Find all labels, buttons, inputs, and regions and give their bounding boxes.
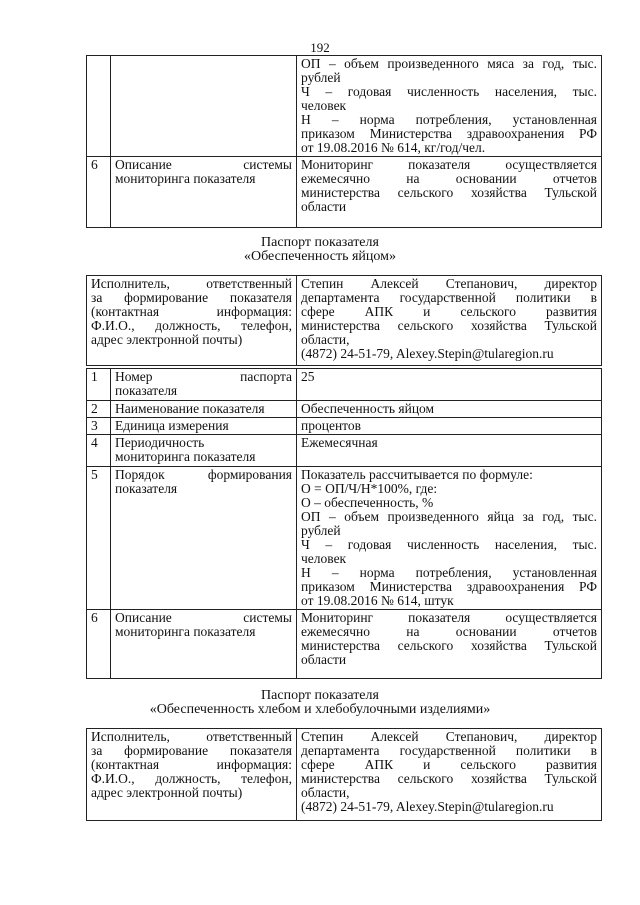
text-line: сфере АПК и сельского развития bbox=[301, 304, 597, 319]
text-line: от 19.08.2016 № 614, кг/год/чел. bbox=[301, 140, 486, 155]
text-line: О – обеспеченность, % bbox=[301, 495, 434, 510]
text-line: ежемесячно на основании отчетов bbox=[301, 624, 597, 639]
text-line: Степин Алексей Степанович, директор bbox=[301, 729, 597, 744]
text-line: Обеспеченность яйцом bbox=[301, 401, 435, 416]
passport-subheading: «Обеспеченность хлебом и хлебобулочными изделиями» bbox=[149, 702, 491, 717]
executor-label-cell bbox=[87, 729, 297, 821]
row-label-cell bbox=[111, 418, 297, 435]
text-line: 25 bbox=[301, 369, 315, 384]
text-line: показателя bbox=[115, 383, 178, 398]
bread-executor-table bbox=[86, 728, 602, 821]
text-line: Наименование показателя bbox=[115, 401, 265, 416]
row-value-cell bbox=[297, 435, 602, 467]
text-line: Ф.И.О., должность, телефон, bbox=[91, 318, 292, 333]
text-line: области bbox=[301, 652, 347, 667]
text-line: области bbox=[301, 199, 347, 214]
text-line: человек bbox=[301, 98, 347, 113]
row-label-cell bbox=[111, 157, 297, 228]
text-line: мониторинга показателя bbox=[115, 624, 256, 639]
row-label-cell bbox=[111, 610, 297, 679]
text-line: министерства сельского хозяйства Тульской bbox=[301, 318, 597, 333]
text-line: (контактная информация: bbox=[91, 757, 292, 772]
text-line: рублей bbox=[301, 70, 341, 85]
text-line: ежемесячно на основании отчетов bbox=[301, 171, 597, 186]
row-label-cell bbox=[111, 369, 297, 401]
row-value-cell bbox=[297, 418, 602, 435]
row-value-cell bbox=[297, 369, 602, 401]
row-num: 6 bbox=[87, 157, 111, 228]
row-num: 6 bbox=[87, 610, 111, 679]
text-line: приказом Министерства здравоохранения РФ bbox=[301, 126, 597, 141]
row-num-cell bbox=[87, 56, 111, 157]
text-line: человек bbox=[301, 551, 347, 566]
executor-label-cell bbox=[87, 276, 297, 366]
row-num: 1 bbox=[87, 369, 111, 401]
row-value-cell bbox=[297, 56, 602, 157]
table-row bbox=[87, 435, 602, 467]
passport-subheading: «Обеспеченность яйцом» bbox=[243, 249, 396, 264]
text-line: Ежемесячная bbox=[301, 435, 378, 450]
row-value-cell bbox=[297, 157, 602, 228]
text-line: Степин Алексей Степанович, директор bbox=[301, 276, 597, 291]
text-line: мониторинга показателя bbox=[115, 449, 256, 464]
text-line: области, bbox=[301, 332, 350, 347]
text-line: ОП – объем произведенного мяса за год, тыс. bbox=[301, 56, 597, 71]
row-label-cell bbox=[111, 435, 297, 467]
text-line: от 19.08.2016 № 614, штук bbox=[301, 593, 454, 608]
row-label-cell bbox=[111, 56, 297, 157]
row-value-cell bbox=[297, 610, 602, 679]
text-line: Мониторинг показателя осуществляется bbox=[301, 610, 597, 625]
table-row bbox=[87, 369, 602, 401]
table-row bbox=[87, 157, 602, 228]
row-label-cell bbox=[111, 467, 297, 610]
text-line: Описание системы bbox=[115, 610, 292, 625]
text-line: рублей bbox=[301, 523, 341, 538]
table-row bbox=[87, 467, 602, 610]
eggs-executor-table bbox=[86, 275, 602, 366]
text-line: Н – норма потребления, установленная bbox=[301, 565, 597, 580]
eggs-passport-table bbox=[86, 368, 602, 679]
text-line: Мониторинг показателя осуществляется bbox=[301, 157, 597, 172]
text-line: Номер паспорта bbox=[115, 369, 292, 384]
text-line: министерства сельского хозяйства Тульской bbox=[301, 771, 597, 786]
table-row bbox=[87, 276, 602, 366]
text-line: Порядок формирования bbox=[115, 467, 292, 482]
text-line: сфере АПК и сельского развития bbox=[301, 757, 597, 772]
top-table bbox=[86, 55, 602, 228]
text-line: О = ОП/Ч/Н*100%, где: bbox=[301, 481, 438, 496]
executor-value-cell bbox=[297, 276, 602, 366]
text-line: Исполнитель, ответственный bbox=[91, 729, 292, 744]
text-line: (4872) 24-51-79, Alexey.Stepin@tularegion.ru bbox=[301, 799, 554, 814]
text-line: Единица измерения bbox=[115, 418, 229, 433]
row-num: 5 bbox=[87, 467, 111, 610]
text-line: департамента государственной политики в bbox=[301, 290, 597, 305]
text-line: адрес электронной почты) bbox=[91, 332, 243, 347]
row-label-cell bbox=[111, 401, 297, 418]
row-num: 3 bbox=[87, 418, 111, 435]
text-line: мониторинга показателя bbox=[115, 171, 256, 186]
text-line: Описание системы bbox=[115, 157, 292, 172]
row-value-cell bbox=[297, 467, 602, 610]
text-line: показателя bbox=[115, 481, 178, 496]
text-line: Ф.И.О., должность, телефон, bbox=[91, 771, 292, 786]
text-line: ОП – объем произведенного яйца за год, тыс. bbox=[301, 509, 597, 524]
passport-heading: Паспорт показателя bbox=[261, 235, 379, 250]
text-line: Ч – годовая численность населения, тыс. bbox=[301, 84, 597, 99]
text-line: за формирование показателя bbox=[91, 743, 292, 758]
table-row bbox=[87, 418, 602, 435]
text-line: департамента государственной политики в bbox=[301, 743, 597, 758]
row-num: 2 bbox=[87, 401, 111, 418]
text-line: процентов bbox=[301, 418, 362, 433]
executor-value-cell bbox=[297, 729, 602, 821]
table-row bbox=[87, 401, 602, 418]
text-line: области, bbox=[301, 785, 350, 800]
table-row bbox=[87, 56, 602, 157]
text-line: за формирование показателя bbox=[91, 290, 292, 305]
table-row bbox=[87, 610, 602, 679]
row-value-cell bbox=[297, 401, 602, 418]
text-line: министерства сельского хозяйства Тульской bbox=[301, 185, 597, 200]
text-line: Показатель рассчитывается по формуле: bbox=[301, 467, 533, 482]
text-line: (контактная информация: bbox=[91, 304, 292, 319]
text-line: Ч – годовая численность населения, тыс. bbox=[301, 537, 597, 552]
text-line: (4872) 24-51-79, Alexey.Stepin@tularegion.ru bbox=[301, 346, 554, 361]
table-row bbox=[87, 729, 602, 821]
text-line: Периодичность bbox=[115, 435, 205, 450]
page-number: 192 bbox=[310, 40, 330, 55]
text-line: министерства сельского хозяйства Тульской bbox=[301, 638, 597, 653]
passport-heading: Паспорт показателя bbox=[261, 688, 379, 703]
text-line: Н – норма потребления, установленная bbox=[301, 112, 597, 127]
text-line: приказом Министерства здравоохранения РФ bbox=[301, 579, 597, 594]
row-num: 4 bbox=[87, 435, 111, 467]
text-line: Исполнитель, ответственный bbox=[91, 276, 292, 291]
text-line: адрес электронной почты) bbox=[91, 785, 243, 800]
